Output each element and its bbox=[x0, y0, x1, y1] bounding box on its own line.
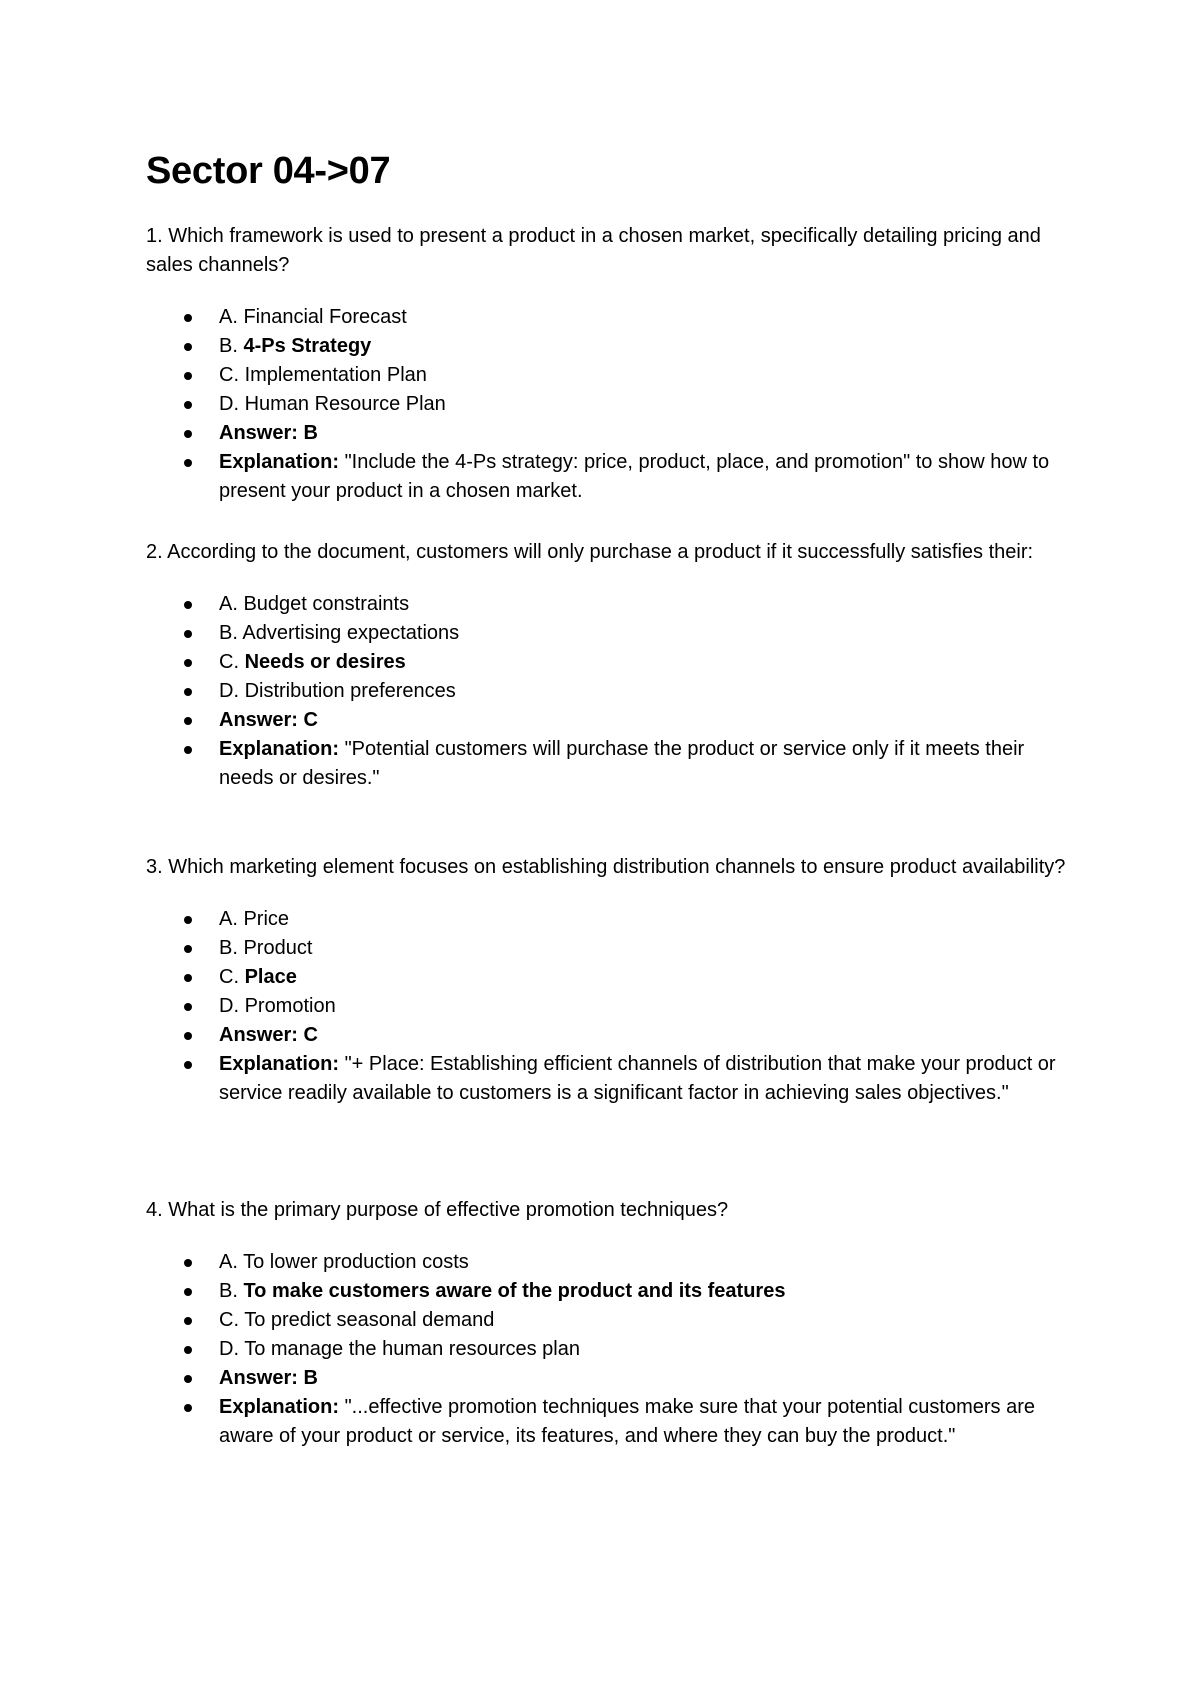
question-text: 4. What is the primary purpose of effective promotion techniques? bbox=[146, 1199, 729, 1221]
question-2 bbox=[146, 538, 1066, 793]
bullet-icon bbox=[184, 430, 192, 438]
option-d: D. Distribution preferences bbox=[146, 677, 1066, 706]
bullet-icon bbox=[184, 916, 192, 924]
option-b: B. Product bbox=[146, 934, 1066, 963]
option-c: C. Implementation Plan bbox=[146, 361, 1066, 390]
bullet-icon bbox=[184, 372, 192, 380]
option-a: A. To lower production costs bbox=[146, 1248, 1066, 1277]
bullet-icon bbox=[184, 1346, 192, 1354]
bullet-icon bbox=[184, 343, 192, 351]
question-3 bbox=[146, 853, 1066, 1108]
question-1 bbox=[146, 222, 1066, 506]
answer-line: Answer: C bbox=[146, 1021, 1066, 1050]
bullet-icon bbox=[184, 688, 192, 696]
answer-line: Answer: B bbox=[146, 419, 1066, 448]
explanation-line: Explanation: "Potential customers will purchase the product or service only if it meets their needs or desires." bbox=[146, 735, 1066, 793]
page-title: Sector 04->07 bbox=[146, 150, 391, 192]
bullet-icon bbox=[184, 1259, 192, 1267]
question-text: 3. Which marketing element focuses on establishing distribution channels to ensure product availability? bbox=[146, 856, 1066, 878]
bullet-icon bbox=[184, 601, 192, 609]
option-c: C. To predict seasonal demand bbox=[146, 1306, 1066, 1335]
bullet-icon bbox=[184, 945, 192, 953]
option-list bbox=[146, 303, 1066, 506]
option-a: A. Financial Forecast bbox=[146, 303, 1066, 332]
option-c: C. Place bbox=[146, 963, 1066, 992]
option-b: B. 4-Ps Strategy bbox=[146, 332, 1066, 361]
answer-line: Answer: C bbox=[146, 706, 1066, 735]
bullet-icon bbox=[184, 746, 192, 754]
option-list bbox=[146, 1248, 1066, 1451]
bullet-icon bbox=[184, 1317, 192, 1325]
question-text: 1. Which framework is used to present a product in a chosen market, specifically detailing pricing and sales channels? bbox=[146, 225, 1041, 276]
bullet-icon bbox=[184, 1003, 192, 1011]
bullet-icon bbox=[184, 314, 192, 322]
option-c: C. Needs or desires bbox=[146, 648, 1066, 677]
bullet-icon bbox=[184, 1061, 192, 1069]
option-d: D. To manage the human resources plan bbox=[146, 1335, 1066, 1364]
explanation-line: Explanation: "+ Place: Establishing efficient channels of distribution that make your product or service readily available to customers is a significant factor in achieving sales objectives." bbox=[146, 1050, 1066, 1108]
option-b: B. To make customers aware of the product and its features bbox=[146, 1277, 1066, 1306]
answer-line: Answer: B bbox=[146, 1364, 1066, 1393]
option-d: D. Human Resource Plan bbox=[146, 390, 1066, 419]
bullet-icon bbox=[184, 401, 192, 409]
option-a: A. Budget constraints bbox=[146, 590, 1066, 619]
bullet-icon bbox=[184, 1375, 192, 1383]
option-d: D. Promotion bbox=[146, 992, 1066, 1021]
option-a: A. Price bbox=[146, 905, 1066, 934]
explanation-line: Explanation: "...effective promotion techniques make sure that your potential customers are aware of your product or service, its features, and where they can buy the product." bbox=[146, 1393, 1066, 1451]
explanation-line: Explanation: "Include the 4-Ps strategy: price, product, place, and promotion" to show how to present your product in a chosen market. bbox=[146, 448, 1066, 506]
question-text: 2. According to the document, customers will only purchase a product if it successfully satisfies their: bbox=[146, 541, 1034, 563]
bullet-icon bbox=[184, 630, 192, 638]
option-b: B. Advertising expectations bbox=[146, 619, 1066, 648]
bullet-icon bbox=[184, 659, 192, 667]
bullet-icon bbox=[184, 974, 192, 982]
question-4 bbox=[146, 1196, 1066, 1451]
option-list bbox=[146, 905, 1066, 1108]
bullet-icon bbox=[184, 1032, 192, 1040]
bullet-icon bbox=[184, 1404, 192, 1412]
bullet-icon bbox=[184, 1288, 192, 1296]
bullet-icon bbox=[184, 459, 192, 467]
option-list bbox=[146, 590, 1066, 793]
bullet-icon bbox=[184, 717, 192, 725]
